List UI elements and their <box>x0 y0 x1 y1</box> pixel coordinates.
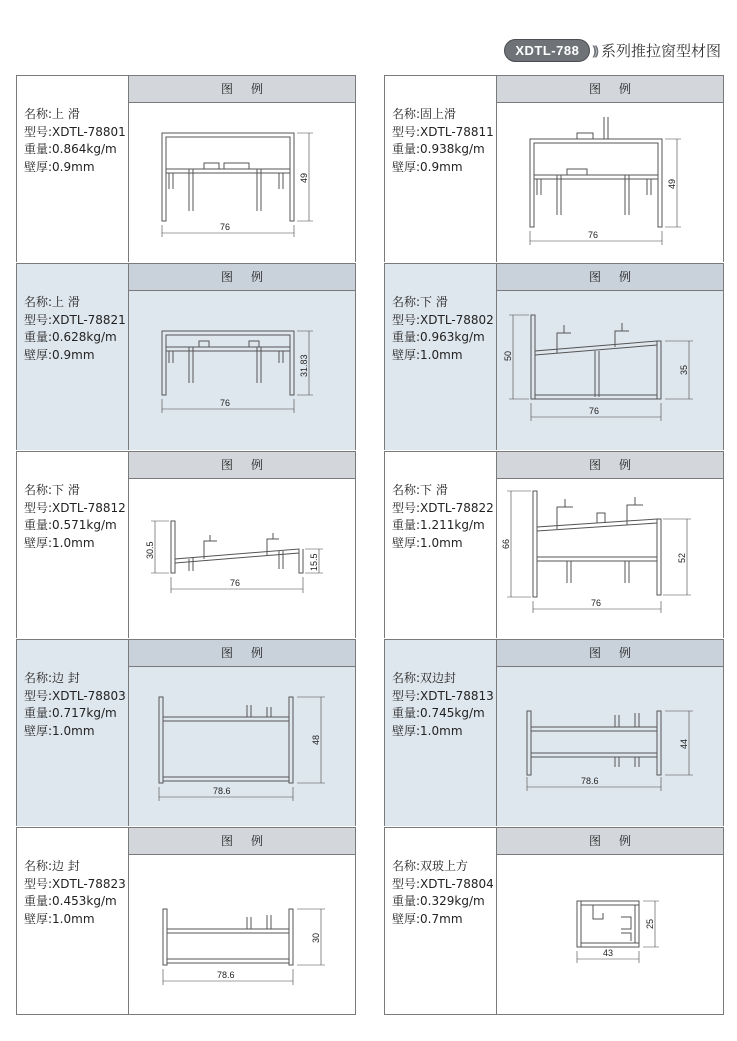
dim-width: 76 <box>588 230 599 240</box>
dim-width: 43 <box>603 948 614 958</box>
profile-name: 上 滑 <box>52 107 80 121</box>
profile-weight: 0.717kg/m <box>52 706 117 720</box>
profile-card <box>384 263 724 450</box>
dim-left-height: 30.5 <box>145 541 155 559</box>
profile-weight: 0.963kg/m <box>420 330 485 344</box>
weight-label: 重量: <box>392 706 421 720</box>
figure-panel <box>128 640 355 826</box>
dim-width: 76 <box>589 406 600 416</box>
thickness-label: 壁厚: <box>24 911 53 926</box>
name-label: 名称: <box>392 483 421 497</box>
name-label: 名称: <box>24 107 53 121</box>
thickness-label: 壁厚: <box>24 535 53 550</box>
profile-info <box>392 482 500 552</box>
profile-drawing <box>129 103 357 263</box>
weight-label: 重量: <box>24 706 53 720</box>
figure-heading: 图例 <box>129 640 355 667</box>
profile-name: 双边封 <box>420 671 457 685</box>
profile-drawing <box>497 855 725 1015</box>
name-label: 名称: <box>392 671 421 685</box>
profile-thickness: 0.9mm <box>420 159 463 174</box>
profile-model: XDTL-78813 <box>420 688 494 703</box>
model-label: 型号: <box>392 688 421 703</box>
profile-weight: 1.211kg/m <box>420 518 485 532</box>
profile-name: 下 滑 <box>420 295 448 309</box>
figure-panel <box>128 76 355 262</box>
profile-drawing <box>497 479 725 639</box>
thickness-label: 壁厚: <box>392 159 421 174</box>
profile-model: XDTL-78801 <box>52 124 126 139</box>
figure-panel <box>128 828 355 1014</box>
dim-height: 49 <box>299 172 309 183</box>
profile-thickness: 1.0mm <box>420 347 463 362</box>
profile-thickness: 0.9mm <box>52 159 95 174</box>
chevron-icon: )) <box>592 42 597 58</box>
profile-thickness: 1.0mm <box>52 723 95 738</box>
figure-heading: 图例 <box>497 828 723 855</box>
figure-heading: 图例 <box>497 452 723 479</box>
profile-info <box>392 858 500 928</box>
profile-weight: 0.453kg/m <box>52 894 117 908</box>
profile-name: 边 封 <box>52 859 80 873</box>
thickness-label: 壁厚: <box>24 723 53 738</box>
profile-weight: 0.329kg/m <box>420 894 485 908</box>
profile-weight: 0.571kg/m <box>52 518 117 532</box>
figure-panel <box>496 828 723 1014</box>
name-label: 名称: <box>24 295 53 309</box>
profile-weight: 0.864kg/m <box>52 142 117 156</box>
profile-card <box>16 639 356 826</box>
dim-width: 78.6 <box>581 776 599 786</box>
profile-thickness: 0.7mm <box>420 911 463 926</box>
left-column <box>16 75 358 1015</box>
profile-name: 下 滑 <box>52 483 80 497</box>
profile-drawing <box>129 855 357 1015</box>
profile-info <box>392 106 500 176</box>
profile-info <box>24 482 132 552</box>
profile-thickness: 1.0mm <box>420 535 463 550</box>
model-label: 型号: <box>392 876 421 891</box>
profile-thickness: 1.0mm <box>52 911 95 926</box>
profile-drawing <box>129 667 357 827</box>
model-label: 型号: <box>392 312 421 327</box>
profile-thickness: 0.9mm <box>52 347 95 362</box>
dim-height: 30 <box>311 932 321 943</box>
profile-card <box>384 639 724 826</box>
figure-heading: 图例 <box>497 640 723 667</box>
profile-drawing <box>497 291 725 451</box>
figure-panel <box>496 76 723 262</box>
thickness-label: 壁厚: <box>392 535 421 550</box>
weight-label: 重量: <box>24 142 53 156</box>
figure-heading: 图例 <box>129 76 355 103</box>
profile-weight: 0.938kg/m <box>420 142 485 156</box>
profile-drawing <box>497 103 725 263</box>
name-label: 名称: <box>392 107 421 121</box>
dim-height: 44 <box>679 738 689 749</box>
dim-height: 49 <box>667 178 677 189</box>
thickness-label: 壁厚: <box>24 347 53 362</box>
weight-label: 重量: <box>392 894 421 908</box>
profile-model: XDTL-78811 <box>420 124 494 139</box>
dim-width: 78.6 <box>217 970 235 980</box>
profile-weight: 0.745kg/m <box>420 706 485 720</box>
profile-name: 下 滑 <box>420 483 448 497</box>
model-label: 型号: <box>392 500 421 515</box>
dim-height: 48 <box>311 734 321 745</box>
dim-left-height: 66 <box>501 538 511 549</box>
weight-label: 重量: <box>24 518 53 532</box>
profile-info <box>392 294 500 364</box>
weight-label: 重量: <box>24 894 53 908</box>
profile-card <box>384 75 724 262</box>
dim-width: 76 <box>220 222 231 232</box>
thickness-label: 壁厚: <box>392 911 421 926</box>
profile-info <box>392 670 500 740</box>
figure-heading: 图例 <box>129 264 355 291</box>
profile-drawing <box>129 479 357 639</box>
profile-weight: 0.628kg/m <box>52 330 117 344</box>
dim-width: 76 <box>230 578 241 588</box>
profile-info <box>24 858 132 928</box>
profile-grid <box>16 75 721 1015</box>
profile-card <box>384 451 724 638</box>
thickness-label: 壁厚: <box>24 159 53 174</box>
profile-card <box>16 75 356 262</box>
dim-height: 31.83 <box>299 354 309 377</box>
dim-width: 78.6 <box>213 786 231 796</box>
model-label: 型号: <box>24 500 53 515</box>
profile-model: XDTL-78802 <box>420 312 494 327</box>
dim-height: 25 <box>645 918 655 929</box>
weight-label: 重量: <box>392 518 421 532</box>
profile-card <box>384 827 724 1015</box>
profile-info <box>24 106 132 176</box>
profile-thickness: 1.0mm <box>52 535 95 550</box>
dim-right-height: 35 <box>679 364 689 375</box>
profile-info <box>24 670 132 740</box>
figure-heading: 图例 <box>497 76 723 103</box>
thickness-label: 壁厚: <box>392 723 421 738</box>
name-label: 名称: <box>392 295 421 309</box>
right-column <box>384 75 726 1015</box>
profile-info <box>24 294 132 364</box>
figure-heading: 图例 <box>129 452 355 479</box>
model-label: 型号: <box>24 876 53 891</box>
model-label: 型号: <box>24 312 53 327</box>
profile-card <box>16 263 356 450</box>
figure-panel <box>496 452 723 638</box>
figure-heading: 图例 <box>129 828 355 855</box>
name-label: 名称: <box>392 859 421 873</box>
profile-model: XDTL-78804 <box>420 876 494 891</box>
weight-label: 重量: <box>24 330 53 344</box>
profile-model: XDTL-78803 <box>52 688 126 703</box>
profile-model: XDTL-78823 <box>52 876 126 891</box>
name-label: 名称: <box>24 671 53 685</box>
dim-left-height: 50 <box>503 350 513 361</box>
weight-label: 重量: <box>392 330 421 344</box>
dim-width: 76 <box>591 598 602 608</box>
profile-card <box>16 827 356 1015</box>
thickness-label: 壁厚: <box>392 347 421 362</box>
dim-right-height: 15.5 <box>309 553 319 571</box>
figure-panel <box>128 452 355 638</box>
page-header <box>504 38 721 62</box>
model-label: 型号: <box>392 124 421 139</box>
figure-heading: 图例 <box>497 264 723 291</box>
name-label: 名称: <box>24 859 53 873</box>
dim-width: 76 <box>220 398 231 408</box>
profile-model: XDTL-78812 <box>52 500 126 515</box>
model-label: 型号: <box>24 124 53 139</box>
figure-panel <box>128 264 355 450</box>
weight-label: 重量: <box>392 142 421 156</box>
dim-right-height: 52 <box>677 552 687 563</box>
model-label: 型号: <box>24 688 53 703</box>
name-label: 名称: <box>24 483 53 497</box>
profile-model: XDTL-78821 <box>52 312 126 327</box>
series-badge: XDTL-788 <box>504 39 590 62</box>
profile-name: 上 滑 <box>52 295 80 309</box>
figure-panel <box>496 640 723 826</box>
profile-name: 固上滑 <box>420 107 457 121</box>
profile-thickness: 1.0mm <box>420 723 463 738</box>
page-title: 系列推拉窗型材图 <box>600 41 721 60</box>
profile-name: 边 封 <box>52 671 80 685</box>
profile-drawing <box>129 291 357 451</box>
profile-model: XDTL-78822 <box>420 500 494 515</box>
profile-drawing <box>497 667 725 827</box>
figure-panel <box>496 264 723 450</box>
profile-card <box>16 451 356 638</box>
profile-name: 双玻上方 <box>420 859 469 873</box>
